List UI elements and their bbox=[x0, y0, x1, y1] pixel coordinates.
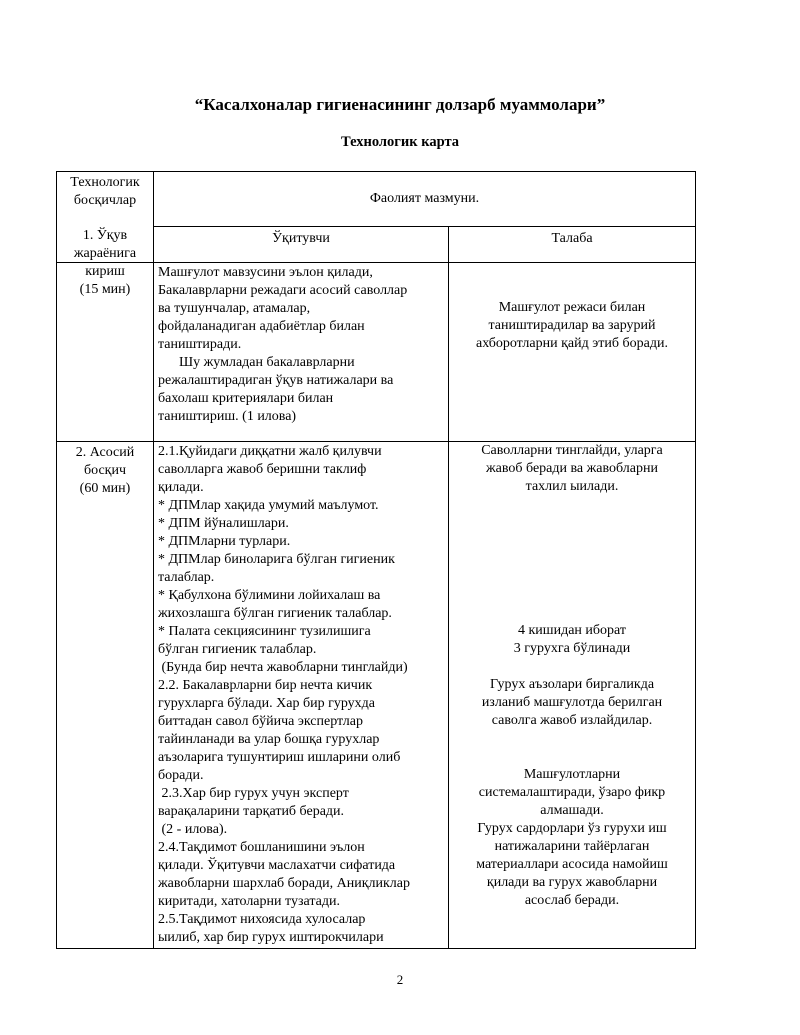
teacher-line: 2.2. Бакалаврларни бир нечта кичик bbox=[158, 678, 373, 693]
student-line: таништирадилар ва зарурий bbox=[488, 318, 656, 333]
student-line: материаллари асосида намойиш bbox=[476, 857, 668, 872]
teacher-line: 2.1.Қуйидаги диққатни жалб қилувчи bbox=[158, 444, 382, 459]
spacer bbox=[455, 532, 689, 550]
student-line: саволга жавоб излайдилар. bbox=[491, 713, 653, 728]
teacher-line: * ДПМлар хақида умумий маълумот. bbox=[158, 498, 379, 513]
student-line: системалаштиради, ўзаро фикр bbox=[478, 785, 666, 800]
teacher-line: тайинланади ва улар бошқа гурухлар bbox=[158, 732, 380, 747]
spacer bbox=[455, 748, 689, 766]
spacer bbox=[455, 263, 689, 281]
stage-header-line: Технологик bbox=[70, 175, 140, 190]
student-line: жавоб беради ва жавобларни bbox=[485, 461, 658, 476]
student-line: 3 гурухга бўлинади bbox=[513, 641, 631, 656]
table-row bbox=[57, 442, 696, 949]
activity-header-cell: Фаолият мазмуни. bbox=[154, 172, 696, 227]
teacher-line: Машғулот мавзусини эълон қилади, bbox=[158, 265, 373, 280]
teacher-line: * ДПМ йўналишлари. bbox=[158, 516, 289, 531]
student-line: Машғулотларни bbox=[523, 767, 621, 782]
teacher-line: * Қабулхона бўлимини лойихалаш ва bbox=[158, 588, 381, 603]
teacher-line: гурухларга бўлади. Хар бир гурухда bbox=[158, 696, 375, 711]
stage-line: 2. Асосий bbox=[75, 445, 135, 460]
teacher-header-cell: Ўқитувчи bbox=[154, 227, 449, 263]
spacer bbox=[455, 514, 689, 532]
teacher-line: қилади. bbox=[158, 480, 204, 495]
teacher-line: таништириш. (1 илова) bbox=[158, 409, 297, 424]
teacher-line: киритади, хатоларни тузатади. bbox=[158, 894, 340, 909]
page-number: 2 bbox=[396, 972, 404, 987]
teacher-line: ыилиб, хар бир гурух иштирокчилари bbox=[158, 930, 384, 945]
table-row bbox=[57, 263, 696, 442]
spacer bbox=[455, 281, 689, 299]
teacher-line: (2 - илова). bbox=[158, 822, 228, 837]
teacher-line: жихозлашга бўлган гигиеник талаблар. bbox=[158, 606, 392, 621]
student-line: асослаб беради. bbox=[524, 893, 620, 908]
teacher-line: қилади. Ўқитувчи маслахатчи сифатида bbox=[158, 858, 396, 873]
teacher-line: * Палата секциясининг тузилишига bbox=[158, 624, 371, 639]
teacher-line: саволларга жавоб беришни таклиф bbox=[158, 462, 367, 477]
teacher-line: ва тушунчалар, атамалар, bbox=[158, 301, 311, 316]
teacher-line: бахолаш критериялари билан bbox=[158, 391, 334, 406]
spacer bbox=[455, 568, 689, 586]
table-header-row bbox=[57, 172, 696, 227]
teacher-line: биттадан савол бўйича экспертлар bbox=[158, 714, 364, 729]
stage-header-line: босқичлар bbox=[73, 193, 137, 208]
teacher-line: (Бунда бир нечта жавобларни тинглайди) bbox=[158, 660, 408, 675]
document-title: “Касалхоналар гигиенасининг долзарб муаммолари” bbox=[194, 95, 606, 114]
stage-cell bbox=[57, 442, 154, 949]
student-line: натижаларини тайёрлаган bbox=[494, 839, 650, 854]
spacer bbox=[455, 604, 689, 622]
student-line: қилади ва гурух жавобларни bbox=[486, 875, 658, 890]
stage-line: кириш bbox=[85, 264, 125, 279]
student-line: Гурух сардорлари ўз гурухи иш bbox=[477, 821, 667, 836]
teacher-line: * ДПМларни турлари. bbox=[158, 534, 291, 549]
teacher-line: 2.3.Хар бир гурух учун эксперт bbox=[158, 786, 349, 801]
teacher-activity-cell bbox=[154, 263, 449, 442]
student-line: Гурух аъзолари биргаликда bbox=[489, 677, 655, 692]
student-line: алмашади. bbox=[540, 803, 604, 818]
teacher-line: аъзоларига тушунтириш ишларини олиб bbox=[158, 750, 401, 765]
teacher-activity-cell bbox=[154, 442, 449, 949]
student-activity-cell bbox=[449, 263, 696, 442]
teacher-line: фойдаланадиган адабиётлар билан bbox=[158, 319, 365, 334]
teacher-line: боради. bbox=[158, 768, 204, 783]
student-line: Машғулот режаси билан bbox=[498, 300, 646, 315]
teacher-line: талаблар. bbox=[158, 570, 215, 585]
spacer bbox=[455, 586, 689, 604]
stage-line: жараёнига bbox=[73, 246, 137, 261]
technology-map-table bbox=[56, 171, 696, 949]
teacher-line: режалаштирадиган ўқув натижалари ва bbox=[158, 373, 394, 388]
stage-line: (60 мин) bbox=[79, 481, 131, 496]
spacer bbox=[455, 658, 689, 676]
teacher-line: * ДПМлар биноларига бўлган гигиеник bbox=[158, 552, 395, 567]
document-subtitle: Технологик карта bbox=[340, 134, 460, 150]
student-line: изланиб машғулотда берилган bbox=[481, 695, 663, 710]
teacher-line: 2.4.Тақдимот бошланишини эълон bbox=[158, 840, 365, 855]
stage-line: (15 мин) bbox=[79, 282, 131, 297]
teacher-line: жавобларни шархлаб боради, Аниқликлар bbox=[158, 876, 411, 891]
teacher-line: Шу жумладан бакалаврларни bbox=[158, 355, 355, 370]
teacher-line: 2.5.Тақдимот нихоясида хулосалар bbox=[158, 912, 366, 927]
student-line: тахлил ыилади. bbox=[525, 479, 619, 494]
stage-cell bbox=[57, 228, 154, 442]
teacher-line: бўлган гигиеник талаблар. bbox=[158, 642, 317, 657]
spacer bbox=[455, 496, 689, 514]
teacher-line: варақаларини тарқатиб беради. bbox=[158, 804, 345, 819]
spacer bbox=[455, 550, 689, 568]
stage-line: 1. Ўқув bbox=[82, 228, 128, 243]
student-line: Саволларни тинглайди, уларга bbox=[481, 443, 663, 458]
student-header-cell: Талаба bbox=[449, 227, 696, 263]
teacher-line: таништиради. bbox=[158, 337, 242, 352]
student-line: ахборотларни қайд этиб боради. bbox=[476, 336, 668, 351]
student-line: 4 кишидан иборат bbox=[518, 623, 626, 638]
spacer bbox=[455, 730, 689, 748]
stage-line: босқич bbox=[83, 463, 127, 478]
student-activity-cell bbox=[449, 442, 696, 949]
teacher-line: Бакалаврларни режадаги асосий саволлар bbox=[158, 283, 408, 298]
